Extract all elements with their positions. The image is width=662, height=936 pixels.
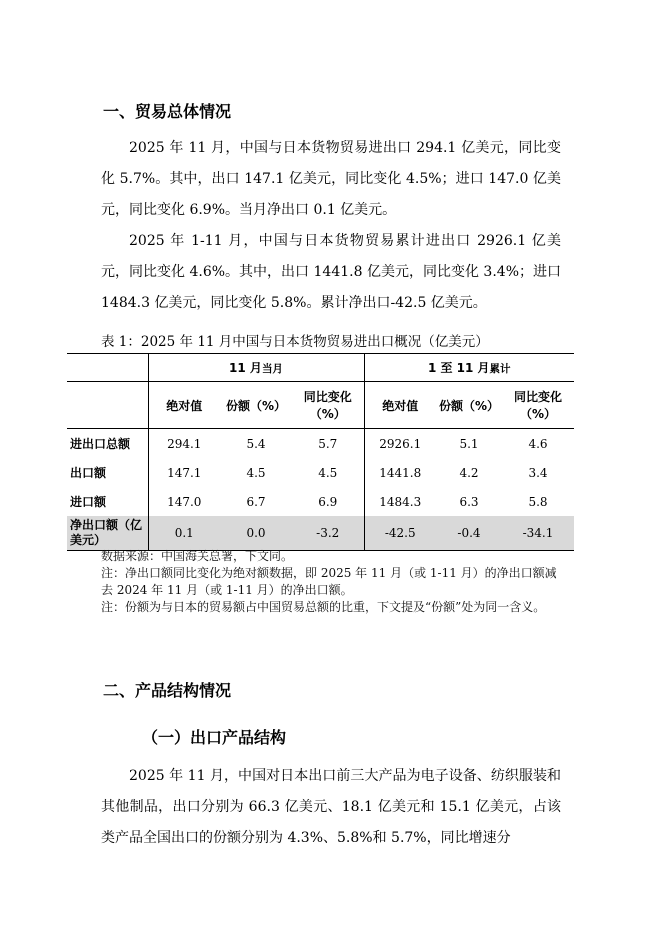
cell: 4.5	[246, 465, 266, 480]
cell: 294.1	[148, 429, 220, 459]
header-group-month-main: 11 月	[229, 361, 262, 375]
row-label: 进口额	[70, 495, 107, 509]
col-header: 同比变化（%）	[292, 382, 364, 429]
cell: 6.7	[246, 494, 266, 509]
section-1-paragraph-1: 2025 年 11 月，中国与日本货物贸易进出口 294.1 亿美元，同比变化 5.7%。其中，出口 147.1 亿美元，同比变化 4.5%；进口 147.0 亿美元，同比变化 6.9%。当月净出口 0.1 亿美元。	[101, 140, 561, 218]
cell: 1441.8	[364, 458, 436, 487]
section-2-paragraph-1: 2025 年 11 月，中国对日本出口前三大产品为电子设备、纺织服装和其他制品，出口分别为 66.3 亿美元、18.1 亿美元和 15.1 亿美元，占该类产品全国出口的份额分别为 4.3%、5.8%和 5.7%，同比增速分	[101, 768, 561, 846]
note-net-export: 注：净出口额同比变化为绝对额数据，即 2025 年 11 月（或 1-11 月）的净出口额减去 2024 年 11 月（或 1-11 月）的净出口额。	[101, 566, 557, 597]
row-label: 进出口总额	[70, 437, 131, 451]
row-label: 净出口额（亿美元）	[67, 516, 148, 551]
header-group-cumulative	[364, 354, 574, 382]
header-group-month-sub: 当月	[261, 363, 283, 375]
table-header-row-groups	[67, 354, 574, 382]
cell: -3.2	[292, 516, 364, 551]
cell: 147.1	[148, 458, 220, 487]
cell: -34.1	[502, 516, 574, 551]
table-caption: 表 1：2025 年 11 月中国与日本货物贸易进出口概况（亿美元）	[101, 334, 489, 350]
cell: 147.0	[148, 487, 220, 516]
header-group-cumulative-sub: 累计	[489, 363, 511, 375]
cell: 5.8	[528, 494, 548, 509]
table-header-row-columns	[67, 382, 574, 429]
note-share: 注：份额为与日本的贸易额占中国贸易总额的比重，下文提及“份额”处为同一含义。	[101, 600, 546, 614]
cell: 2926.1	[364, 429, 436, 459]
col-header: 份额（%）	[436, 382, 502, 429]
trade-summary-table	[67, 353, 574, 551]
cell: 5.4	[246, 436, 266, 451]
section-2-subtitle: （一）出口产品结构	[142, 728, 287, 747]
section-1-title: 一、贸易总体情况	[103, 102, 232, 121]
section-1-paragraph-2: 2025 年 1-11 月，中国与日本货物贸易累计进出口 2926.1 亿美元，同比变化 4.6%。其中，出口 1441.8 亿美元，同比变化 3.4%；进口 1484.3 亿美元，同比变化 5.8%。累计净出口-42.5 亿美元。	[101, 233, 561, 311]
cell: 1484.3	[364, 487, 436, 516]
col-header: 份额（%）	[220, 382, 292, 429]
table-row-net-export	[67, 516, 574, 551]
header-empty-cell	[67, 382, 148, 429]
cell: 0.0	[220, 516, 292, 551]
cell: -42.5	[364, 516, 436, 551]
cell: 3.4	[528, 465, 548, 480]
header-empty-cell	[67, 354, 148, 382]
row-label: 出口额	[70, 466, 107, 480]
cell: 0.1	[148, 516, 220, 551]
cell: 4.6	[528, 436, 548, 451]
cell: 6.9	[318, 494, 338, 509]
cell: 6.3	[459, 494, 479, 509]
cell: 4.5	[318, 465, 338, 480]
table-row	[67, 429, 574, 459]
cell: -0.4	[436, 516, 502, 551]
col-header: 绝对值	[148, 382, 220, 429]
section-2-title: 二、产品结构情况	[103, 681, 232, 700]
header-group-month	[148, 354, 364, 382]
cell: 5.7	[318, 436, 338, 451]
table-notes	[101, 548, 566, 616]
note-source: 数据来源：中国海关总署，下文同。	[101, 549, 294, 563]
table-row	[67, 487, 574, 516]
cell: 5.1	[459, 436, 479, 451]
col-header: 绝对值	[364, 382, 436, 429]
col-header: 同比变化（%）	[502, 382, 574, 429]
cell: 4.2	[459, 465, 479, 480]
table-row	[67, 458, 574, 487]
header-group-cumulative-main: 1 至 11 月	[427, 361, 490, 375]
